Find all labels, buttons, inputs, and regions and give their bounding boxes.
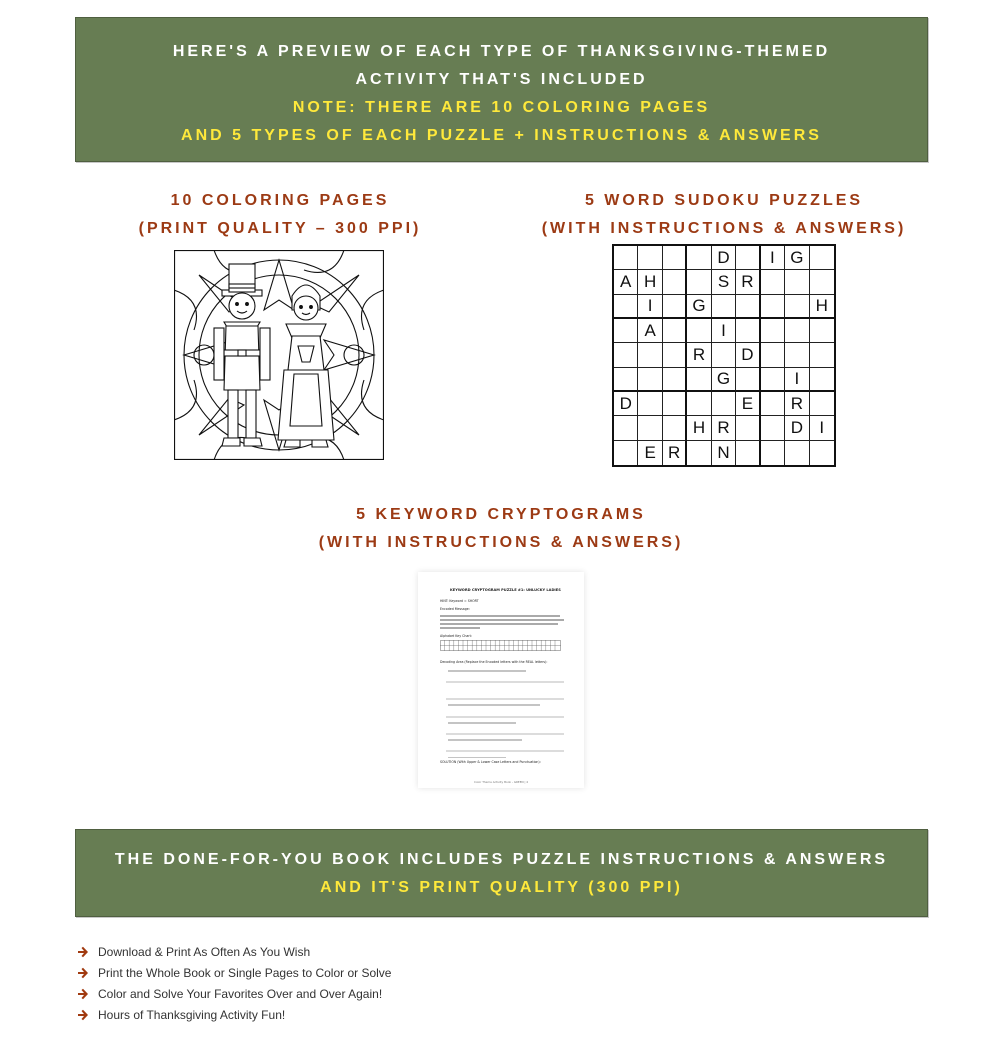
sudoku-cell: I [785, 368, 809, 392]
sudoku-cell [687, 319, 711, 343]
banner-line-1: HERE'S A PREVIEW OF EACH TYPE OF THANKSGIVING-THEMED [172, 43, 831, 60]
sudoku-cell [712, 295, 736, 319]
sudoku-cell [785, 319, 809, 343]
sudoku-cell: R [785, 392, 809, 416]
sudoku-cell [687, 392, 711, 416]
sudoku-cell [663, 392, 687, 416]
sudoku-cell [761, 368, 785, 392]
sudoku-cell [638, 246, 662, 270]
sudoku-cell [810, 246, 834, 270]
sudoku-cell [736, 441, 760, 465]
cryptogram-heading [250, 501, 752, 557]
bottom-banner-line-2: AND IT'S PRINT QUALITY (300 PPI) [320, 879, 683, 896]
crypto-decoding-label: Decoding Area (Replace the Encoded letters with the REAL letters): [440, 660, 548, 664]
sudoku-cell [810, 319, 834, 343]
crypto-solution-label: SOLUTION (With Upper & Lower Case Letters and Punctuation): [440, 760, 541, 764]
sudoku-cell [614, 295, 638, 319]
sudoku-cell [663, 319, 687, 343]
sudoku-cell: A [614, 270, 638, 294]
sudoku-heading-subtitle: (WITH INSTRUCTIONS & ANSWERS) [541, 220, 907, 237]
sudoku-cell: G [687, 295, 711, 319]
crypto-heading-title: 5 KEYWORD CRYPTOGRAMS [356, 506, 646, 523]
coloring-heading-title: 10 COLORING PAGES [170, 192, 390, 209]
sudoku-cell: E [736, 392, 760, 416]
sudoku-cell: R [712, 416, 736, 440]
sudoku-cell [663, 343, 687, 367]
feature-text: Hours of Thanksgiving Activity Fun! [98, 1007, 286, 1022]
sudoku-cell [785, 295, 809, 319]
crypto-hint: HINT: Keyword = SHORT [440, 599, 479, 603]
sudoku-cell [810, 392, 834, 416]
sudoku-cell [736, 319, 760, 343]
sudoku-cell [663, 416, 687, 440]
sudoku-cell [785, 343, 809, 367]
sudoku-cell [638, 392, 662, 416]
sudoku-cell [736, 246, 760, 270]
sudoku-cell [663, 295, 687, 319]
sudoku-cell [663, 270, 687, 294]
sudoku-cell: D [614, 392, 638, 416]
sudoku-cell [687, 270, 711, 294]
sudoku-cell [761, 441, 785, 465]
crypto-page-footer: Color Theme Activity Book - GREEN | 4 [474, 780, 529, 784]
sudoku-cell: D [712, 246, 736, 270]
arrow-right-icon [76, 966, 90, 980]
list-item [76, 983, 391, 1004]
sudoku-cell [638, 343, 662, 367]
sudoku-cell: I [810, 416, 834, 440]
sudoku-cell: R [663, 441, 687, 465]
sudoku-cell [638, 416, 662, 440]
sudoku-cell [761, 416, 785, 440]
sudoku-cell [687, 246, 711, 270]
sudoku-cell [614, 368, 638, 392]
sudoku-cell [736, 295, 760, 319]
sudoku-cell [614, 416, 638, 440]
crypto-alphabet-chart [440, 640, 564, 652]
sudoku-cell: D [736, 343, 760, 367]
banner-note-line-2: AND 5 TYPES OF EACH PUZZLE + INSTRUCTIONS & ANSWERS [181, 127, 822, 144]
arrow-right-icon [76, 945, 90, 959]
list-item [76, 962, 391, 983]
feature-text: Download & Print As Often As You Wish [98, 944, 311, 959]
cryptogram-page-preview [418, 572, 584, 788]
sudoku-cell [736, 416, 760, 440]
sudoku-cell [712, 343, 736, 367]
sudoku-cell [761, 392, 785, 416]
crypto-heading-subtitle: (WITH INSTRUCTIONS & ANSWERS) [318, 534, 684, 551]
sudoku-cell [810, 368, 834, 392]
sudoku-cell [638, 368, 662, 392]
word-sudoku-heading [524, 187, 924, 243]
sudoku-cell: R [736, 270, 760, 294]
sudoku-cell [761, 270, 785, 294]
sudoku-cell: D [785, 416, 809, 440]
banner-note-line-1: NOTE: THERE ARE 10 COLORING PAGES [292, 99, 711, 116]
sudoku-cell [687, 368, 711, 392]
sudoku-cell: E [638, 441, 662, 465]
pilgrim-coloring-page-image [174, 250, 384, 460]
banner-line-2: ACTIVITY THAT'S INCLUDED [355, 71, 648, 88]
sudoku-cell [761, 295, 785, 319]
sudoku-cell [663, 246, 687, 270]
sudoku-cell: H [810, 295, 834, 319]
bottom-banner [75, 829, 928, 917]
list-item [76, 1004, 391, 1025]
crypto-encoded-label: Encoded Message: [440, 607, 470, 611]
sudoku-cell [712, 392, 736, 416]
features-list [76, 941, 391, 1025]
sudoku-cell [614, 319, 638, 343]
sudoku-cell: G [712, 368, 736, 392]
sudoku-cell [663, 368, 687, 392]
word-sudoku-grid [612, 244, 836, 467]
sudoku-cell [785, 441, 809, 465]
bottom-banner-line-1: THE DONE-FOR-YOU BOOK INCLUDES PUZZLE INSTRUCTIONS & ANSWERS [114, 851, 889, 868]
arrow-right-icon [76, 987, 90, 1001]
sudoku-cell [687, 441, 711, 465]
sudoku-cell: A [638, 319, 662, 343]
coloring-heading-subtitle: (PRINT QUALITY – 300 PPI) [138, 220, 422, 237]
sudoku-cell: N [712, 441, 736, 465]
sudoku-cell [614, 441, 638, 465]
coloring-pages-heading [90, 187, 470, 243]
arrow-right-icon [76, 1008, 90, 1022]
sudoku-cell [736, 368, 760, 392]
sudoku-cell [614, 343, 638, 367]
sudoku-cell: G [785, 246, 809, 270]
list-item [76, 941, 391, 962]
sudoku-cell [761, 319, 785, 343]
feature-text: Print the Whole Book or Single Pages to Color or Solve [98, 965, 392, 980]
sudoku-cell [810, 270, 834, 294]
sudoku-cell: I [761, 246, 785, 270]
sudoku-cell: H [687, 416, 711, 440]
top-banner [75, 17, 928, 162]
sudoku-cell: I [638, 295, 662, 319]
crypto-alphabet-label: Alphabet Key Chart: [440, 634, 472, 638]
sudoku-cell [810, 343, 834, 367]
sudoku-cell: R [687, 343, 711, 367]
sudoku-heading-title: 5 WORD SUDOKU PUZZLES [584, 192, 864, 209]
feature-text: Color and Solve Your Favorites Over and Over Again! [98, 986, 383, 1001]
sudoku-cell [785, 270, 809, 294]
sudoku-cell: S [712, 270, 736, 294]
sudoku-cell: H [638, 270, 662, 294]
sudoku-cell: I [712, 319, 736, 343]
crypto-page-title: KEYWORD CRYPTOGRAM PUZZLE #1: UNLUCKY LADIES [450, 588, 561, 592]
sudoku-cell [810, 441, 834, 465]
sudoku-cell [761, 343, 785, 367]
crypto-decoding-area [446, 668, 570, 758]
crypto-encoded-text [440, 614, 568, 630]
sudoku-cell [614, 246, 638, 270]
